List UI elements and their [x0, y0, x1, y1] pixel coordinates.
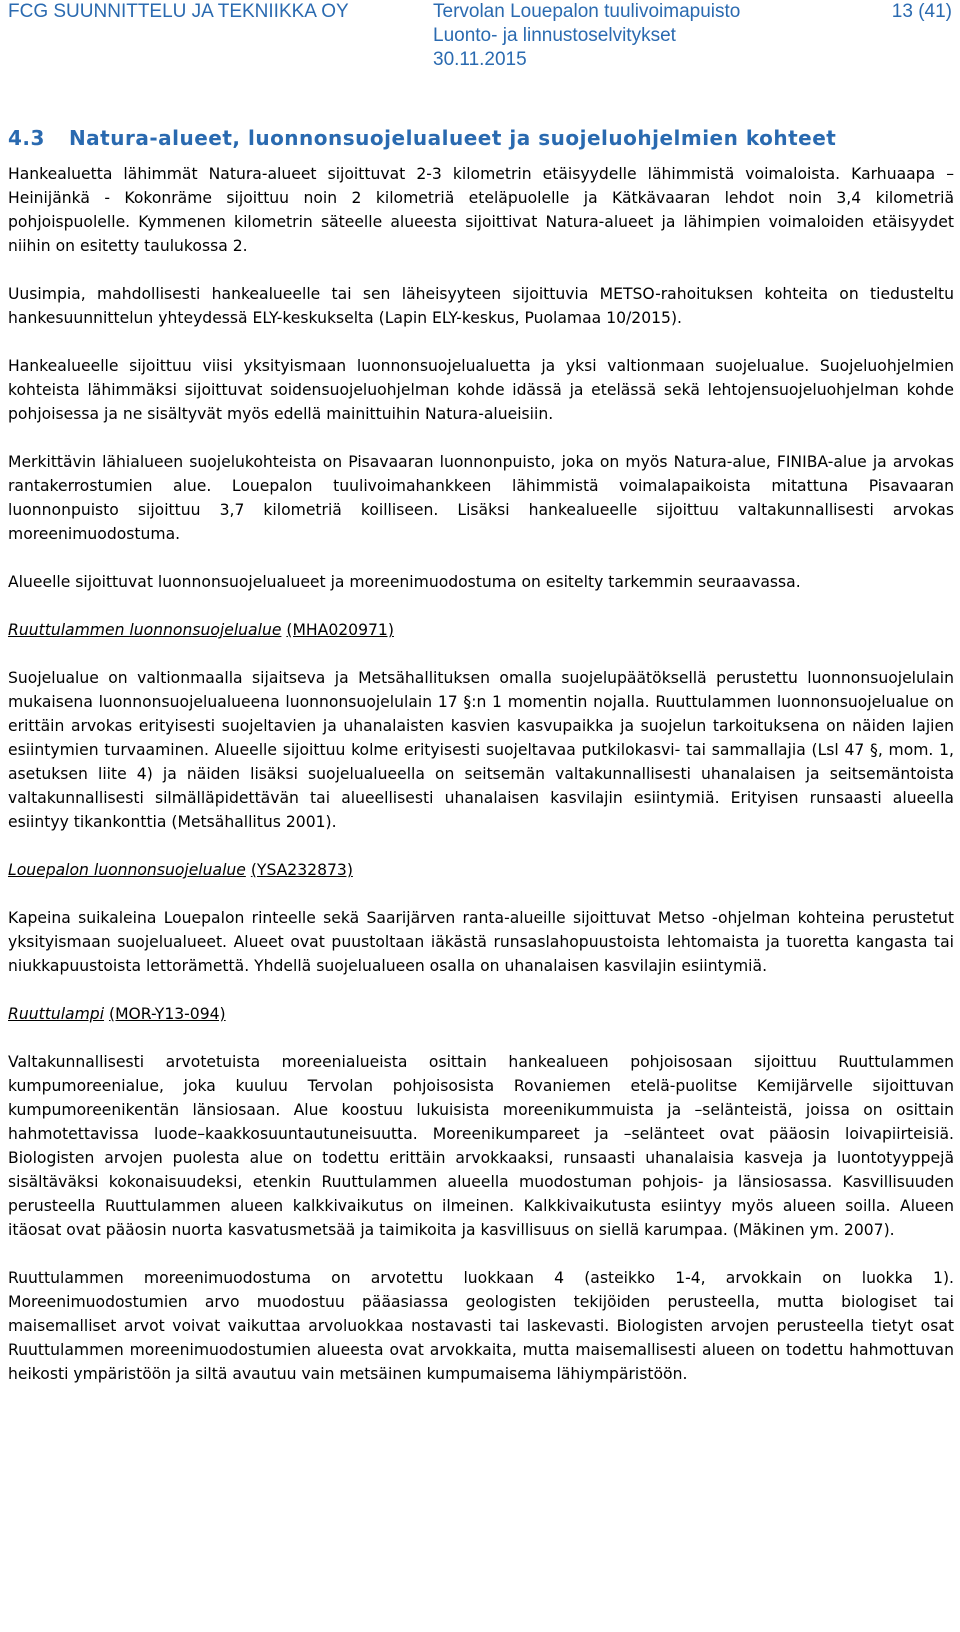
- body-paragraph: Hankealueelle sijoittuu viisi yksityismaan luonnonsuojelualuetta ja yksi valtionmaan suojelualue. Suojeluohjelmien kohteista lähimmäksi sijoittuvat soidensuojeluohjelman kohde idässä ja etelässä sekä lehtojensuojeluohjelman kohde pohjoisessa ja ne sisältyvät myös edellä mainittuihin Natura-alueisiin.: [8, 357, 954, 423]
- document-date: 30.11.2015: [433, 49, 527, 70]
- section-heading: [8, 126, 836, 150]
- subsection-code: (MHA020971): [286, 621, 394, 639]
- body-paragraph: Hankealuetta lähimmät Natura-alueet sijoittuvat 2-3 kilometrin etäisyydelle lähimmistä voimaloista. Karhuaapa – Heinijänkä - Kokonräme sijoittuu noin 2 kilometriä eteläpuolelle ja Kätkävaaran lehdot noin 3,4 kilometriä pohjoispuolelle. Kymmenen kilometrin säteelle alueesta sijoittivat Natura-alueet ja lähimpien voimaloiden etäisyydet niihin on esitetty taulukossa 2.: [8, 165, 954, 255]
- subsection-name: Louepalon luonnonsuojelualue: [8, 861, 246, 879]
- subsection-code: (YSA232873): [250, 861, 353, 879]
- body-paragraph: Merkittävin lähialueen suojelukohteista on Pisavaaran luonnonpuisto, joka on myös Natura-alue, FINIBA-alue ja arvokas rantakerrostumien alue. Louepalon tuulivoimahankkeen lähimmistä voimalapaikoista mitattuna Pisavaaran luonnonpuisto sijoittuu 3,7 kilometriä koilliseen. Lisäksi hankealueelle sijoittuu valtakunnallisesti arvokas moreenimuodostuma.: [8, 453, 954, 543]
- body-paragraph: Kapeina suikaleina Louepalon rinteelle sekä Saarijärven ranta-alueille sijoittuvat Metso -ohjelman kohteina perustetut yksityismaan suojelualueet. Alueet ovat puustoltaan iäkästä runsaslahopuustoista lehtomaista ja tuoretta kangasta tai niukkapuustoista lettorämettä. Yhdellä suojelualueen osalla on uhanalaisen kasvilajin esiintymiä.: [8, 909, 954, 975]
- page-number: 13 (41): [891, 1, 952, 22]
- body-paragraph: Valtakunnallisesti arvotetuista moreenialueista osittain hankealueen pohjoisosaan sijoittuu Ruuttulammen kumpumoreenialue, joka kuuluu Tervolan pohjoisosista Rovaniemen etelä-puolitse Kemijärvelle sijoittuvan kumpumoreenikentän länsiosaan. Alue koostuu lukuisista moreenikummuista ja –selänteistä, joissa on osittain hahmotettavissa luode–kaakkosuuntautuneisuutta. Moreenikumpareet ja –selänteet ovat pääosin loivapiirteisiä. Biologisten arvojen puolesta alue on todettu erittäin arvokkaaksi, runsaasti uhanalaisia kasveja ja luontotyyppejä sisältäväksi kokonaisuudeksi, etenkin Ruuttulammen alueella muodostuman pohjois- ja länsiosassa. Kasvillisuuden perusteella Ruuttulammen alueen kalkkivaikutus on ilmeinen. Kalkkivaikutusta esiintyy myös alueen soilla. Alueen itäosat ovat pääosin nuorta kasvatusmetsää ja taimikoita ja kasvillisuus on siellä karumpaa. (Mäkinen ym. 2007).: [8, 1053, 954, 1239]
- body-paragraph: Suojelualue on valtionmaalla sijaitseva ja Metsähallituksen omalla suojelupäätöksellä perustettu luonnonsuojelulain mukaisena luonnonsuojelualueena luonnonsuojelulain 17 §:n 1 momentin nojalla. Ruuttulammen luonnonsuojelualue on erittäin arvokas erityisesti suojeltavien ja uhanalaisten kasvien kasvupaikka ja suojelun tarkoituksena on näiden lajien esiintymien turvaaminen. Alueelle sijoittuu kolme erityisesti suojeltavaa putkilokasvi- tai sammallajia (Lsl 47 §, mom. 1, asetuksen liite 4) ja näiden lisäksi suojelualueella on seitsemän valtakunnallisesti uhanalaisen ja seitsemäntoista valtakunnallisesti silmälläpidettävän tai alueellisesti uhanalaisen kasvilajin esiintymiä. Erityisen runsaasti alueella esiintyy tikankonttia (Metsähallitus 2001).: [8, 669, 954, 831]
- company-name: FCG SUUNNITTELU JA TEKNIIKKA OY: [8, 1, 349, 22]
- body-paragraph: Ruuttulammen moreenimuodostuma on arvotettu luokkaan 4 (asteikko 1-4, arvokkain on luokka 1). Moreenimuodostumien arvo muodostuu pääasiassa geologisten tekijöiden perusteella, mutta biologiset tai maisemalliset arvot voivat vaikuttaa arvoluokkaa nostavasti tai laskevasti. Biologisten arvojen perusteella tietyt osat Ruuttulammen moreenimuodostumien alueesta ovat arvokkaita, mutta maisemallisesti alueen on todettu hahmottuvan heikosti ympäristöön ja siltä avautuu vain metsäinen kumpumaisema lähiympäristöön.: [8, 1269, 954, 1383]
- body-paragraph: Uusimpia, mahdollisesti hankealueelle tai sen läheisyyteen sijoittuvia METSO-rahoituksen kohteita on tiedusteltu hankesuunnittelun yhteydessä ELY-keskukselta (Lapin ELY-keskus, Puolamaa 10/2015).: [8, 285, 954, 327]
- section-number: 4.3: [8, 126, 45, 150]
- subsection-name: Ruuttulampi: [8, 1005, 105, 1023]
- page-header: [0, 0, 960, 72]
- document-info: [433, 0, 740, 72]
- body-paragraph: Alueelle sijoittuvat luonnonsuojelualueet ja moreenimuodostuma on esitelty tarkemmin seuraavassa.: [8, 573, 801, 591]
- document-subtitle: Luonto- ja linnustoselvitykset: [433, 25, 676, 46]
- subsection-heading: [8, 1002, 954, 1026]
- subsection-code: (MOR-Y13-094): [109, 1005, 226, 1023]
- page-content: [8, 162, 954, 1410]
- subsection-name: Ruuttulammen luonnonsuojelualue: [8, 621, 282, 639]
- subsection-heading: [8, 858, 954, 882]
- section-title: Natura-alueet, luonnonsuojelualueet ja suojeluohjelmien kohteet: [68, 126, 837, 150]
- subsection-heading: [8, 618, 954, 642]
- document-title: Tervolan Louepalon tuulivoimapuisto: [433, 1, 741, 22]
